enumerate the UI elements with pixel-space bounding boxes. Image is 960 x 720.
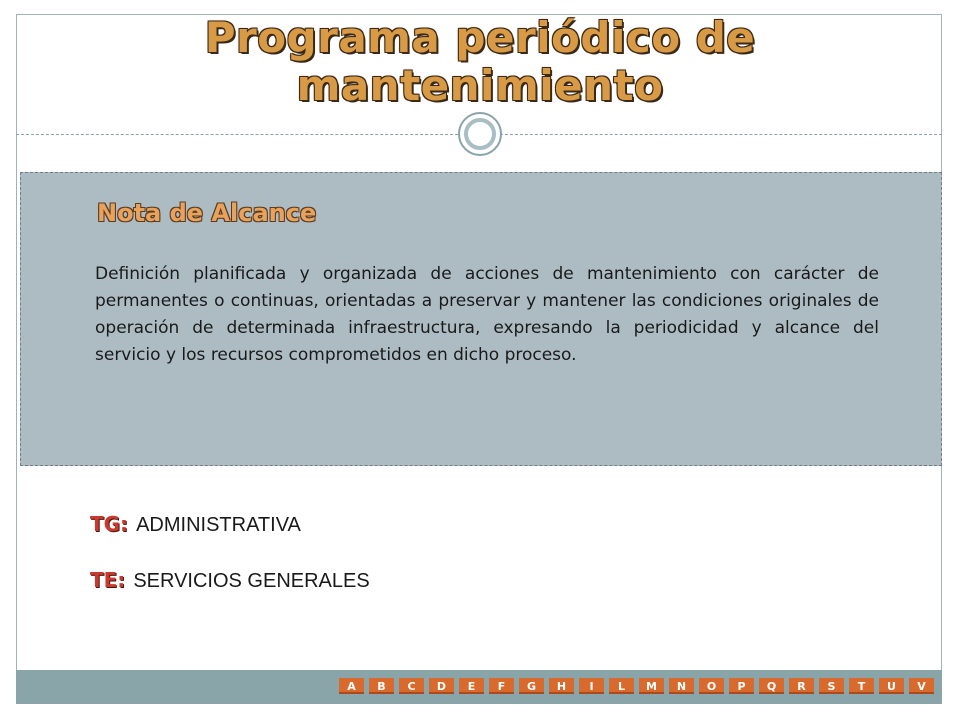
letter-nav-button-d[interactable]: D: [429, 678, 454, 694]
te-field: [90, 568, 370, 593]
letter-nav-button-q[interactable]: Q: [759, 678, 784, 694]
circle-ornament-icon: [458, 112, 502, 156]
letter-nav-button-g[interactable]: G: [519, 678, 544, 694]
page-title: Programa periódico de mantenimiento: [204, 13, 756, 110]
letter-nav-button-a[interactable]: A: [339, 678, 364, 694]
letter-nav-button-b[interactable]: B: [369, 678, 394, 694]
letter-nav-button-v[interactable]: V: [909, 678, 934, 694]
letter-nav-button-f[interactable]: F: [489, 678, 514, 694]
letter-nav-button-e[interactable]: E: [459, 678, 484, 694]
tg-field: [90, 512, 301, 537]
letter-nav-button-h[interactable]: H: [549, 678, 574, 694]
letter-nav-button-p[interactable]: P: [729, 678, 754, 694]
scope-note-heading: Nota de Alcance: [97, 199, 317, 227]
letter-nav-button-i[interactable]: I: [579, 678, 604, 694]
tg-label: TG:: [90, 512, 129, 536]
te-value: SERVICIOS GENERALES: [133, 570, 370, 592]
letter-nav-button-t[interactable]: T: [849, 678, 874, 694]
letter-nav-button-l[interactable]: L: [609, 678, 634, 694]
letter-nav-button-m[interactable]: M: [639, 678, 664, 694]
letter-nav-button-o[interactable]: O: [699, 678, 724, 694]
letter-nav-button-n[interactable]: N: [669, 678, 694, 694]
scope-note-panel: [20, 172, 942, 466]
letter-nav-button-c[interactable]: C: [399, 678, 424, 694]
letter-nav-button-r[interactable]: R: [789, 678, 814, 694]
scope-note-text: Definición planificada y organizada de acciones de mantenimiento con carácter de permanentes o continuas, orientadas a preservar y mantener las condiciones originales de operación de determinada infraestructura, expresando la periodicidad y alcance del servicio y los recursos comprometidos en dicho proceso.: [95, 264, 879, 365]
tg-value: ADMINISTRATIVA: [136, 514, 301, 536]
letter-nav-button-u[interactable]: U: [879, 678, 904, 694]
letter-nav-button-s[interactable]: S: [819, 678, 844, 694]
bottom-bar: [16, 670, 942, 704]
te-label: TE:: [90, 568, 126, 592]
alphabet-nav: [339, 678, 934, 694]
